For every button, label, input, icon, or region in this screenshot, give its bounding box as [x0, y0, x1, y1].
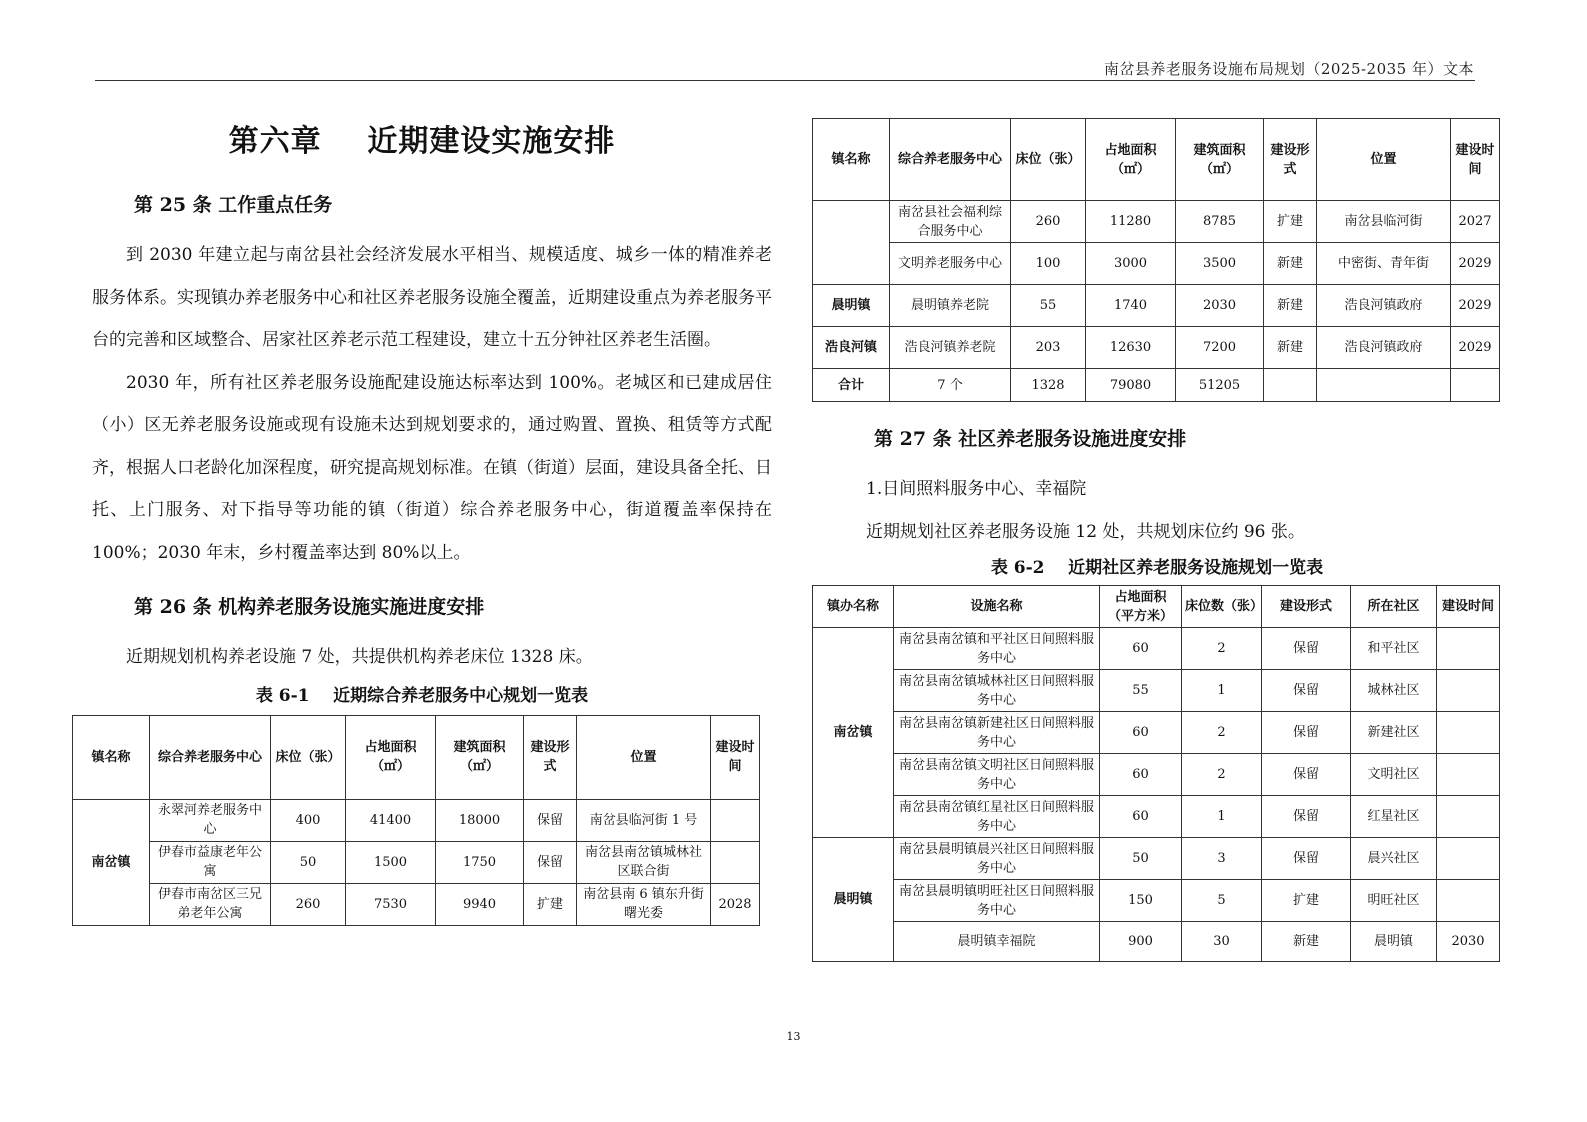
table-cell: 南岔县晨明镇明旺社区日间照料服务中心: [894, 880, 1100, 922]
table-cell: 7 个: [890, 369, 1011, 402]
table-cell: 2029: [1451, 243, 1500, 285]
table-cell: 永翠河养老服务中心: [150, 799, 271, 841]
header-cell: 床位（张）: [271, 715, 346, 799]
table-cell: [1451, 369, 1500, 402]
table-cell: 保留: [1262, 796, 1351, 838]
table-cell: 2029: [1451, 327, 1500, 369]
table-cell: 51205: [1176, 369, 1264, 402]
table-cell: 60: [1100, 712, 1182, 754]
header-cell: 综合养老服务中心: [150, 715, 271, 799]
table-cell: 18000: [436, 799, 524, 841]
town-cell: 浩良河镇: [813, 327, 890, 369]
table-cell: 60: [1100, 628, 1182, 670]
table-cell: 新建: [1264, 243, 1317, 285]
table-cell: 203: [1011, 327, 1086, 369]
table-row: [813, 243, 1500, 285]
table-cell: 新建社区: [1351, 712, 1437, 754]
header-cell: 镇名称: [73, 715, 150, 799]
table-cell: [1437, 754, 1500, 796]
table-cell: 晨明镇幸福院: [894, 922, 1100, 962]
table-cell: [1437, 712, 1500, 754]
table-cell: 2030: [1437, 922, 1500, 962]
table-cell: 新建: [1262, 922, 1351, 962]
table-cell: 1: [1182, 670, 1262, 712]
table-cell: 保留: [1262, 838, 1351, 880]
table-cell: [1437, 838, 1500, 880]
table-cell: 南岔县南岔镇城林社区日间照料服务中心: [894, 670, 1100, 712]
table-cell: 扩建: [1264, 201, 1317, 243]
table-cell: 保留: [1262, 670, 1351, 712]
table-cell: 南岔县临河街 1 号: [577, 799, 711, 841]
table-cell: 5: [1182, 880, 1262, 922]
table-cell: 60: [1100, 754, 1182, 796]
table-6-2: [812, 585, 1500, 962]
table-cell: 100: [1011, 243, 1086, 285]
table-cell: 保留: [524, 841, 577, 883]
table-cell: 55: [1011, 285, 1086, 327]
table-cell: 保留: [524, 799, 577, 841]
table-cell: 1500: [346, 841, 436, 883]
table-cell: 3500: [1176, 243, 1264, 285]
town-cell: 南岔镇: [813, 628, 894, 838]
table-cell: [1437, 670, 1500, 712]
article-27-paragraph-2: 近期规划社区养老服务设施 12 处，共规划床位约 96 张。: [866, 521, 1305, 542]
table-cell: 3: [1182, 838, 1262, 880]
table-cell: 晨明镇: [1351, 922, 1437, 962]
table-cell: 文明养老服务中心: [890, 243, 1011, 285]
table-cell: [711, 841, 760, 883]
table-row: [73, 799, 760, 841]
table-cell: 明旺社区: [1351, 880, 1437, 922]
chapter-title: 第六章 近期建设实施安排: [228, 124, 616, 159]
table-cell: 50: [1100, 838, 1182, 880]
table-cell: 79080: [1086, 369, 1176, 402]
table-cell: 55: [1100, 670, 1182, 712]
table-cell: 7530: [346, 883, 436, 925]
table-cell: 扩建: [524, 883, 577, 925]
table-row: [73, 883, 760, 925]
table-cell: 城林社区: [1351, 670, 1437, 712]
header-cell: 占地面积（平方米）: [1100, 586, 1182, 628]
table-cell: 南岔县社会福利综合服务中心: [890, 201, 1011, 243]
header-divider: [95, 80, 1475, 81]
table-cell: 41400: [346, 799, 436, 841]
table-row: [813, 838, 1500, 880]
table-cell: 伊春市益康老年公寓: [150, 841, 271, 883]
table-cell: 2028: [711, 883, 760, 925]
table-cell: 南岔县临河街: [1317, 201, 1451, 243]
header-cell: 设施名称: [894, 586, 1100, 628]
town-cell: 晨明镇: [813, 285, 890, 327]
table-cell: 新建: [1264, 327, 1317, 369]
table-row: [813, 922, 1500, 962]
total-label-cell: 合计: [813, 369, 890, 402]
article-25-paragraph-1: 到 2030 年建立起与南岔县社会经济发展水平相当、规模适度、城乡一体的精准养老服务体系。实现镇办养老服务中心和社区养老服务设施全覆盖，近期建设重点为养老服务平台的完善和区域整合、居家社区养老示范工程建设，建立十五分钟社区养老生活圈。: [92, 245, 772, 350]
table-cell: 保留: [1262, 712, 1351, 754]
table-cell: 3000: [1086, 243, 1176, 285]
table-cell: [1437, 628, 1500, 670]
table-cell: 260: [271, 883, 346, 925]
table-total-row: [813, 369, 1500, 402]
table-cell: 12630: [1086, 327, 1176, 369]
article-27-paragraph-1: 1.日间照料服务中心、幸福院: [866, 479, 1087, 499]
table-cell: 南岔县南岔镇新建社区日间照料服务中心: [894, 712, 1100, 754]
table-cell: 南岔县南 6 镇东升街曙光委: [577, 883, 711, 925]
table-row: [813, 880, 1500, 922]
header-cell: 位置: [577, 715, 711, 799]
table-cell: 新建: [1264, 285, 1317, 327]
table-row: [813, 327, 1500, 369]
table-cell: 南岔县南岔镇文明社区日间照料服务中心: [894, 754, 1100, 796]
table-cell: 晨兴社区: [1351, 838, 1437, 880]
town-cell: 晨明镇: [813, 838, 894, 962]
table-header-row: [73, 715, 760, 799]
table-6-1-caption: 表 6-1 近期综合养老服务中心规划一览表: [255, 685, 589, 706]
header-cell: 所在社区: [1351, 586, 1437, 628]
header-cell: 占地面积（㎡）: [346, 715, 436, 799]
table-cell: 晨明镇养老院: [890, 285, 1011, 327]
header-cell: 床位（张）: [1011, 119, 1086, 201]
table-cell: 保留: [1262, 628, 1351, 670]
table-cell: 11280: [1086, 201, 1176, 243]
table-row: [813, 628, 1500, 670]
header-cell: 占地面积（㎡）: [1086, 119, 1176, 201]
table-cell: 保留: [1262, 754, 1351, 796]
table-row: [813, 285, 1500, 327]
table-cell: 浩良河镇政府: [1317, 327, 1451, 369]
article-26-paragraph-1: 近期规划机构养老设施 7 处，共提供机构养老床位 1328 床。: [126, 647, 593, 667]
table-cell: 8785: [1176, 201, 1264, 243]
table-cell: 900: [1100, 922, 1182, 962]
article-26-title: 第 26 条 机构养老服务设施实施进度安排: [134, 596, 485, 618]
table-cell: 2: [1182, 712, 1262, 754]
table-cell: 2030: [1176, 285, 1264, 327]
header-cell: 建筑面积（㎡）: [436, 715, 524, 799]
table-cell: 2: [1182, 754, 1262, 796]
table-cell: 400: [271, 799, 346, 841]
header-cell: 综合养老服务中心: [890, 119, 1011, 201]
table-cell: 50: [271, 841, 346, 883]
table-cell: 伊春市南岔区三兄弟老年公寓: [150, 883, 271, 925]
table-cell: [1437, 880, 1500, 922]
table-cell: 扩建: [1262, 880, 1351, 922]
table-header-row: [813, 586, 1500, 628]
table-cell: 浩良河镇政府: [1317, 285, 1451, 327]
header-cell: 位置: [1317, 119, 1451, 201]
header-cell: 建设时间: [711, 715, 760, 799]
table-row: [813, 712, 1500, 754]
table-cell: [1264, 369, 1317, 402]
table-cell: 南岔县南岔镇城林社区联合街: [577, 841, 711, 883]
header-title: 南岔县养老服务设施布局规划（2025-2035 年）文本: [1103, 60, 1474, 78]
table-cell: 30: [1182, 922, 1262, 962]
article-25-title: 第 25 条 工作重点任务: [134, 194, 333, 216]
table-cell: 7200: [1176, 327, 1264, 369]
table-row: [813, 754, 1500, 796]
page-number: 13: [786, 1030, 801, 1043]
table-cell: 南岔县南岔镇和平社区日间照料服务中心: [894, 628, 1100, 670]
table-row: [813, 201, 1500, 243]
table-6-2-caption: 表 6-2 近期社区养老服务设施规划一览表: [990, 558, 1324, 578]
table-6-1: [72, 715, 760, 926]
table-row: [813, 796, 1500, 838]
table-cell: 9940: [436, 883, 524, 925]
right-column: [812, 118, 1502, 962]
table-cell: 浩良河镇养老院: [890, 327, 1011, 369]
table-cell: 150: [1100, 880, 1182, 922]
table-cell: 1: [1182, 796, 1262, 838]
header-cell: 建设形式: [1262, 586, 1351, 628]
table-cell: [1437, 796, 1500, 838]
header-cell: 建设时间: [1451, 119, 1500, 201]
table-cell: 260: [1011, 201, 1086, 243]
town-cell: 南岔镇: [73, 799, 150, 925]
table-cell: 南岔县晨明镇晨兴社区日间照料服务中心: [894, 838, 1100, 880]
article-27-title: 第 27 条 社区养老服务设施进度安排: [874, 428, 1187, 450]
table-6-1-continued: [812, 118, 1500, 402]
header-cell: 建设形式: [524, 715, 577, 799]
header-cell: 镇办名称: [813, 586, 894, 628]
table-cell: 红星社区: [1351, 796, 1437, 838]
header-cell: 床位数（张）: [1182, 586, 1262, 628]
table-cell: 1740: [1086, 285, 1176, 327]
table-cell: 1750: [436, 841, 524, 883]
table-cell: [711, 799, 760, 841]
header-cell: 建设时间: [1437, 586, 1500, 628]
town-cell: [813, 201, 890, 285]
table-cell: 文明社区: [1351, 754, 1437, 796]
header-cell: 建设形式: [1264, 119, 1317, 201]
table-cell: 中密街、青年街: [1317, 243, 1451, 285]
article-25-paragraph-2: 2030 年，所有社区养老服务设施配建设施达标率达到 100%。老城区和已建成居住（小）区无养老服务设施或现有设施未达到规划要求的，通过购置、置换、租赁等方式配齐，根据人口老龄化加深程度，研究提高规划标准。在镇（街道）层面，建设具备全托、日托、上门服务、对下指导等功能的镇（街道）综合养老服务中心，街道覆盖率保持在 100%；2030 年末，乡村覆盖率达到 80%以上。: [92, 372, 772, 563]
table-cell: 1328: [1011, 369, 1086, 402]
table-cell: [1317, 369, 1451, 402]
table-cell: 和平社区: [1351, 628, 1437, 670]
table-cell: 60: [1100, 796, 1182, 838]
header-cell: 建筑面积（㎡）: [1176, 119, 1264, 201]
table-cell: 2029: [1451, 285, 1500, 327]
table-cell: 2: [1182, 628, 1262, 670]
table-row: [73, 841, 760, 883]
table-cell: 2027: [1451, 201, 1500, 243]
table-row: [813, 670, 1500, 712]
table-cell: 南岔县南岔镇红星社区日间照料服务中心: [894, 796, 1100, 838]
header-cell: 镇名称: [813, 119, 890, 201]
left-column: [72, 118, 772, 926]
table-header-row: [813, 119, 1500, 201]
